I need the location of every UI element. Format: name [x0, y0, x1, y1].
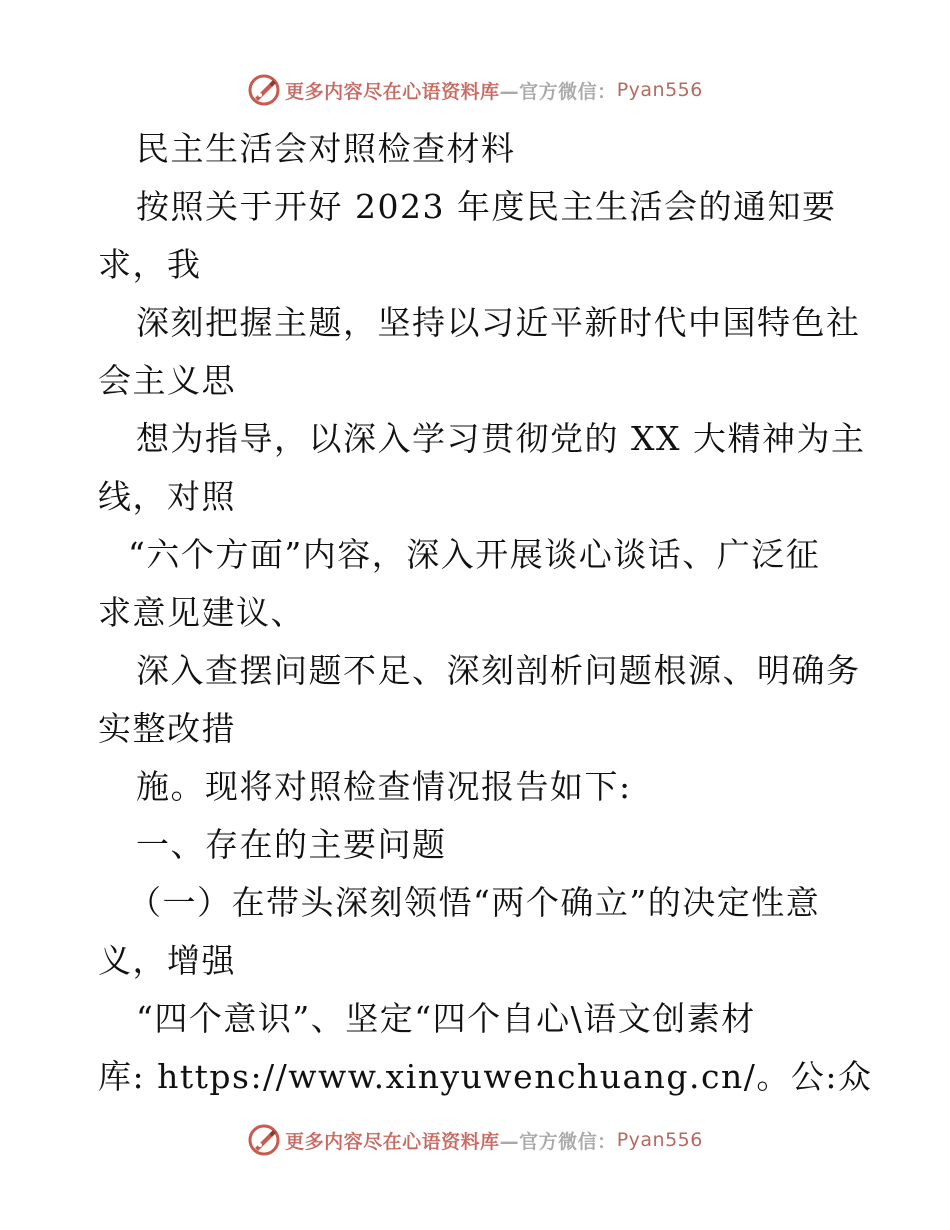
paragraph-line: 施。现将对照检查情况报告如下:	[136, 767, 632, 806]
paragraph-line: 会主义思	[98, 361, 236, 400]
paragraph-line: 想为指导，以深入学习贯彻党的 XX 大精神为主	[136, 419, 866, 458]
paragraph-line: 深入查摆问题不足、深刻剖析问题根源、明确务	[136, 651, 861, 690]
banner-text-wechat-label: —官方微信：	[499, 1130, 617, 1153]
paragraph-line: 实整改措	[98, 709, 236, 748]
banner-text-main: 更多内容尽在心语资料库	[285, 1130, 500, 1153]
paragraph-line: 库: https://www.xinyuwenchuang.cn/。公:众	[98, 1057, 873, 1096]
section-heading: 一、存在的主要问题	[136, 825, 447, 864]
paragraph-line: 深刻把握主题，坚持以习近平新时代中国特色社	[136, 303, 861, 342]
document-body	[98, 120, 873, 1106]
banner-text-wechat-id: Pyan556	[616, 1129, 703, 1151]
banner-text-wechat-label: —官方微信：	[499, 80, 617, 103]
banner-text-main: 更多内容尽在心语资料库	[285, 80, 500, 103]
pen-logo-icon	[247, 73, 281, 107]
subsection-heading: （一）在带头深刻领悟“两个确立”的决定性意	[128, 883, 821, 922]
paragraph-line: 按照关于开好 2023 年度民主生活会的通知要	[136, 187, 837, 226]
banner-text-wechat-id: Pyan556	[616, 79, 703, 101]
footer-watermark-banner	[0, 1122, 950, 1158]
pen-logo-icon	[247, 1123, 281, 1157]
paragraph-line: “四个意识”、坚定“四个自心\语文创素材	[136, 999, 756, 1038]
paragraph-line: 义，增强	[98, 941, 236, 980]
paragraph-line: “六个方面”内容，深入开展谈心谈话、广泛征	[128, 535, 821, 574]
header-watermark-banner	[0, 72, 950, 108]
paragraph-line: 求意见建议、	[98, 593, 305, 632]
document-title: 民主生活会对照检查材料	[136, 129, 516, 168]
paragraph-line: 线，对照	[98, 477, 236, 516]
paragraph-line: 求，我	[98, 245, 202, 284]
